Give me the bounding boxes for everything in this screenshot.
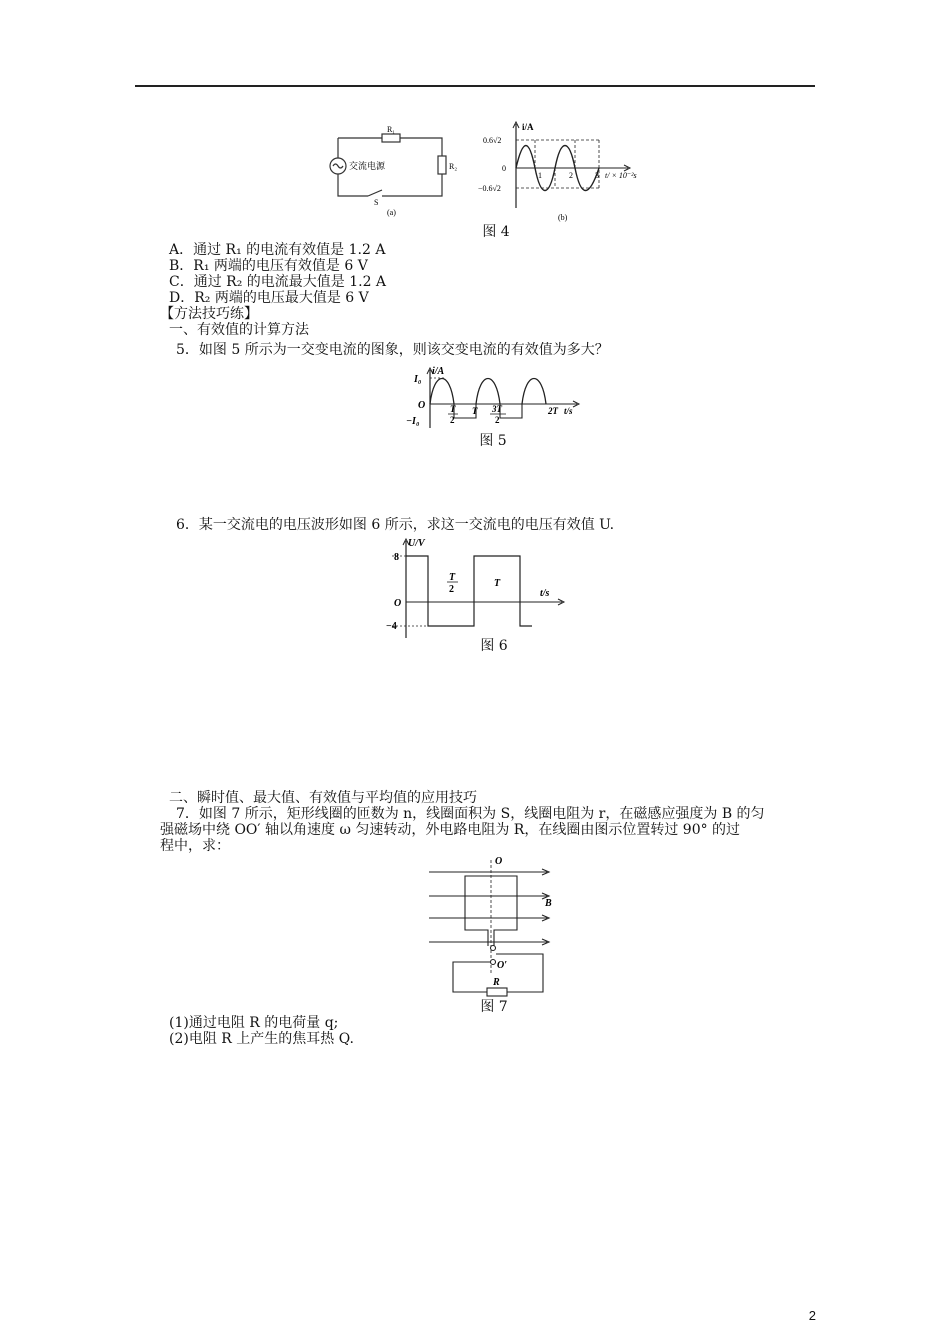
question-7-part-2: (2)电阻 R 上产生的焦耳热 Q. <box>169 1031 354 1047</box>
fig5-origin: O <box>418 400 426 411</box>
fig6-v8: 8 <box>394 552 399 563</box>
option-d: D．R₂ 两端的电压最大值是 6 V <box>169 290 369 306</box>
fig4b-ylabel: i/A <box>522 122 534 132</box>
fig4b-t1: 1 <box>538 171 542 180</box>
question-7-line-2: 强磁场中绕 OO′ 轴以角速度 ω 匀速转动，外电路电阻为 R，在线圈由图示位置转过 90° 的过 <box>160 822 741 838</box>
option-b: B．R₁ 两端的电压有效值是 6 V <box>169 258 368 274</box>
fig7-o-prime: O′ <box>497 960 508 971</box>
fig6-origin: O <box>394 598 402 609</box>
subsection-1-heading: 一、有效值的计算方法 <box>169 322 309 338</box>
fig7-r: R <box>493 977 500 988</box>
fig5-3t-den: 2 <box>495 415 500 425</box>
figure-4a-circuit <box>330 125 460 217</box>
fig5-t-half-num: T <box>450 404 456 414</box>
question-7-part-1: (1)通过电阻 R 的电荷量 q; <box>169 1015 339 1031</box>
fig5-xlabel: t/s <box>564 406 573 416</box>
figure-4b-sub: (b) <box>558 213 568 222</box>
figure-5-graph <box>406 366 592 428</box>
section-method-heading: 【方法技巧练】 <box>160 306 258 322</box>
fig4b-zero: 0 <box>502 164 506 173</box>
fig5-neg-i0: −I₀ <box>406 416 420 427</box>
figure-5-caption: 图 5 <box>479 433 507 449</box>
fig7-b: B <box>545 898 552 909</box>
option-a: A．通过 R₁ 的电流有效值是 1.2 A <box>169 242 386 258</box>
fig5-t-half-den: 2 <box>450 415 455 425</box>
page-number: 2 <box>808 1308 816 1323</box>
fig4b-ymin: −0.6√2 <box>478 184 501 193</box>
fig5-2t: 2T <box>548 406 558 416</box>
figure-4-caption: 图 4 <box>482 224 510 240</box>
figure-4a-sub: (a) <box>387 208 396 217</box>
fig5-i0: I₀ <box>414 374 422 385</box>
fig4b-xlabel: t/ × 10⁻²s <box>605 171 637 180</box>
fig5-t-full: T <box>472 406 478 416</box>
fig6-t-full: T <box>494 578 501 589</box>
figure-6-graph <box>386 538 572 638</box>
question-7-line-1: 7．如图 7 所示，矩形线圈的匝数为 n，线圈面积为 S，线圈电阻为 r，在磁感应强度为 B 的匀 <box>176 806 765 822</box>
figure-6-caption: 图 6 <box>480 638 508 654</box>
r2-label: R₂ <box>449 162 458 171</box>
subsection-2-heading: 二、瞬时值、最大值、有效值与平均值的应用技巧 <box>169 790 477 806</box>
source-label: 交流电源 <box>349 161 386 171</box>
fig7-o: O <box>495 856 503 867</box>
fig6-t-half-den: 2 <box>449 584 454 595</box>
fig5-ylabel: i/A <box>432 366 445 377</box>
question-5: 5．如图 5 所示为一交变电流的图象，则该交变电流的有效值为多大？ <box>176 342 609 358</box>
figure-4b-graph <box>478 120 658 222</box>
fig6-xlabel: t/s <box>540 588 550 599</box>
header-rule <box>135 85 815 87</box>
figure-7-diagram <box>425 854 565 994</box>
fig4b-t3: 3 <box>595 171 599 180</box>
question-6: 6．某一交流电的电压波形如图 6 所示，求这一交流电的电压有效值 U. <box>176 517 615 533</box>
switch-label: S <box>374 198 379 207</box>
fig6-vneg4: −4 <box>386 621 397 632</box>
question-7-line-3: 程中，求： <box>160 838 230 854</box>
fig6-t-half-num: T <box>449 572 456 583</box>
r1-label: R₁ <box>386 125 396 134</box>
fig4b-t2: 2 <box>569 171 573 180</box>
fig4b-ymax: 0.6√2 <box>483 136 502 145</box>
fig5-3t-num: 3T <box>492 404 502 414</box>
option-c: C．通过 R₂ 的电流最大值是 1.2 A <box>169 274 387 290</box>
fig6-ylabel: U/V <box>408 538 425 549</box>
figure-7-caption: 图 7 <box>480 999 508 1015</box>
